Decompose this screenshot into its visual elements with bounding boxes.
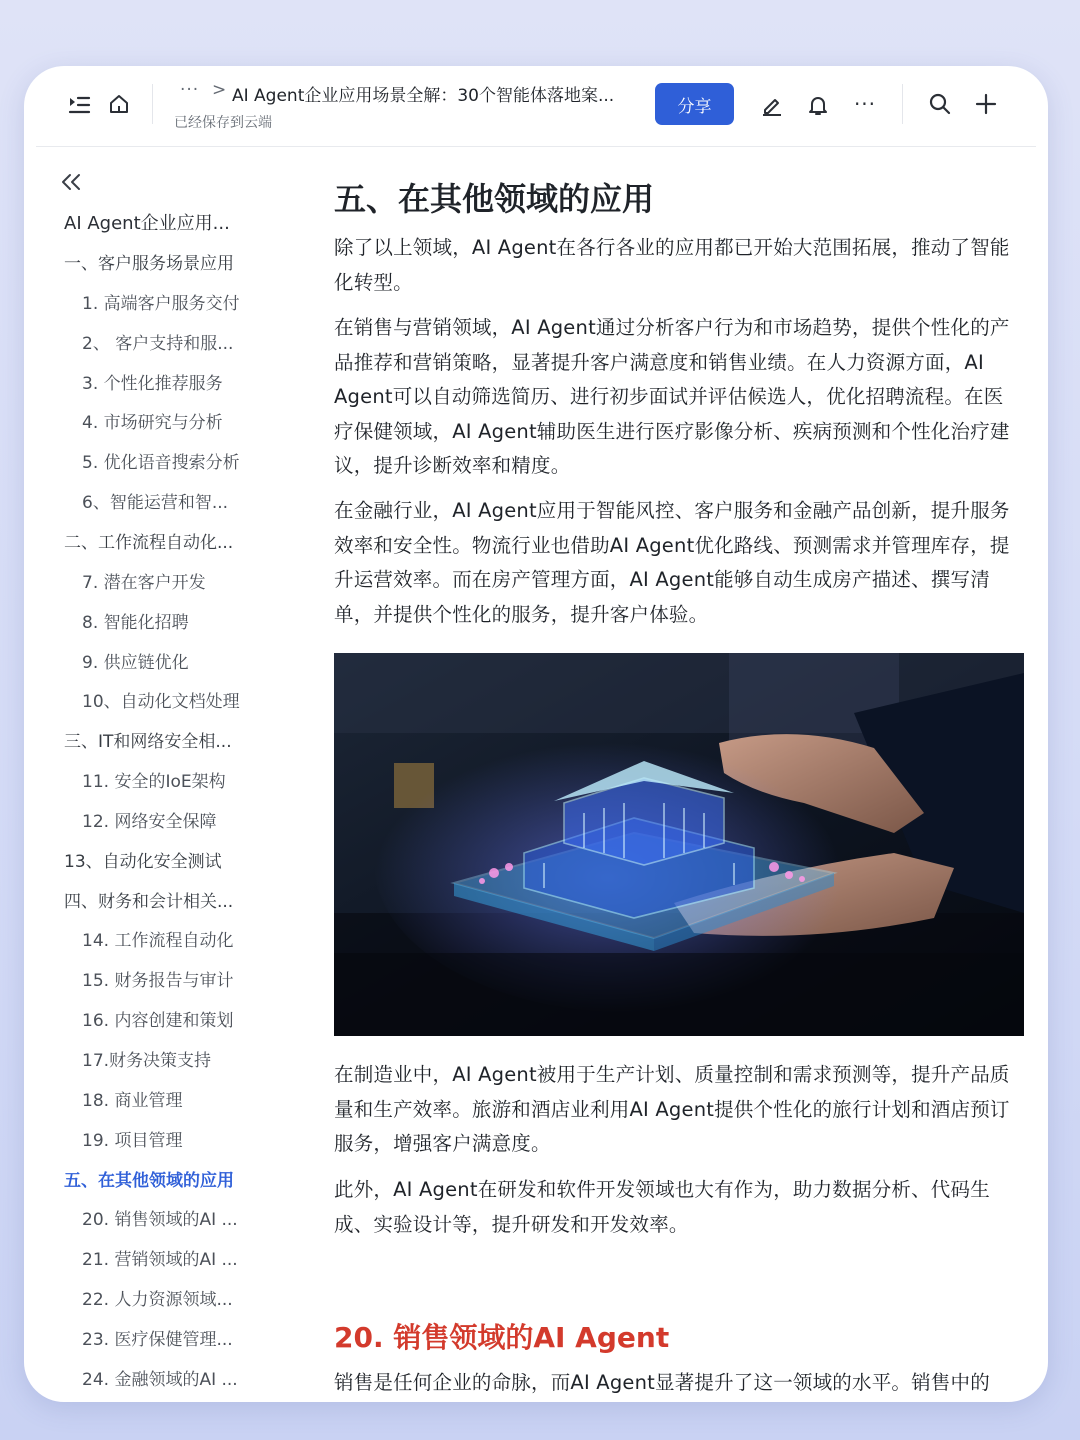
toc-item[interactable]: 22. 人力资源领域... (82, 1290, 233, 1310)
home-icon[interactable] (106, 91, 132, 117)
search-icon[interactable] (926, 90, 954, 118)
toolbar (24, 66, 1048, 146)
toc-item[interactable]: 9. 供应链优化 (82, 653, 189, 673)
toc-item[interactable]: 5. 优化语音搜索分析 (82, 453, 240, 473)
toolbar-divider (36, 146, 1036, 147)
more-icon[interactable]: ··· (853, 92, 877, 116)
toc-item[interactable]: 18. 商业管理 (82, 1091, 183, 1111)
paragraph: 销售是任何企业的命脉，而AI Agent显著提升了这一领域的水平。销售中的 (334, 1371, 990, 1394)
subsection-heading: 20. 销售领域的AI Agent (334, 1321, 670, 1354)
toc-item[interactable]: 一、客户服务场景应用 (64, 254, 234, 274)
toc-item[interactable]: 10、自动化文档处理 (82, 692, 240, 712)
toc-item[interactable]: 24. 金融领域的AI ... (82, 1370, 238, 1390)
section-heading: 五、在其他领域的应用 (334, 180, 655, 218)
toc-item[interactable]: 三、IT和网络安全相... (64, 732, 232, 752)
paragraph: 在销售与营销领域，AI Agent通过分析客户行为和市场趋势，提供个性化的产品推荐和营销策略，显著提升客户满意度和销售业绩。在人力资源方面，AI Agent可以自动筛选简历、进行初步面试并评估候选人，优化招聘流程。在医疗保健领域，AI Agent辅助医生进行医疗影像分析、疾病预测和个性化治疗建议，提升诊断效率和精度。 (334, 316, 1010, 477)
toc-item[interactable]: 13、自动化安全测试 (64, 852, 222, 872)
outline-toggle-icon[interactable] (66, 92, 92, 118)
toc-item[interactable]: 2、 客户支持和服... (82, 334, 234, 354)
paragraph: 在制造业中，AI Agent被用于生产计划、质量控制和需求预测等，提升产品质量和生产效率。旅游和酒店业利用AI Agent提供个性化的旅行计划和酒店预订服务，增强客户满意度。 (334, 1063, 1010, 1155)
toc-item[interactable]: 4. 市场研究与分析 (82, 413, 223, 433)
toc-item[interactable]: 23. 医疗保健管理... (82, 1330, 233, 1350)
share-button[interactable]: 分享 (655, 83, 734, 125)
toc-item[interactable]: 8. 智能化招聘 (82, 613, 189, 633)
holographic-house-image (334, 653, 1024, 1036)
toc-item[interactable]: 12. 网络安全保障 (82, 812, 217, 832)
toc-item[interactable]: 二、工作流程自动化... (64, 533, 234, 553)
toc-item[interactable]: 11. 安全的IoE架构 (82, 772, 226, 792)
toc-item[interactable]: 19. 项目管理 (82, 1131, 183, 1151)
save-status: 已经保存到云端 (174, 115, 272, 131)
notification-bell-icon[interactable] (804, 91, 832, 119)
toc-item[interactable]: 17.财务决策支持 (82, 1051, 212, 1071)
edit-icon[interactable] (758, 91, 786, 119)
collapse-sidebar-icon[interactable] (60, 172, 82, 196)
toolbar-separator (152, 84, 153, 124)
document-title[interactable]: AI Agent企业应用场景全解：30个智能体落地案... (232, 86, 615, 106)
toc-item[interactable]: 16. 内容创建和策划 (82, 1011, 234, 1031)
document-window (24, 66, 1048, 1402)
paragraph: 此外，AI Agent在研发和软件开发领域也大有作为，助力数据分析、代码生成、实验设计等，提升研发和开发效率。 (334, 1178, 990, 1236)
toc-root[interactable]: AI Agent企业应用... (64, 213, 230, 234)
toc-item[interactable]: 20. 销售领域的AI ... (82, 1210, 238, 1230)
toc-item[interactable]: 7. 潜在客户开发 (82, 573, 206, 593)
breadcrumb-arrow-icon: > (212, 80, 227, 100)
toc-item[interactable]: 14. 工作流程自动化 (82, 931, 234, 951)
toc-item[interactable]: 四、财务和会计相关... (64, 892, 234, 912)
toc-item[interactable]: 1. 高端客户服务交付 (82, 294, 240, 314)
breadcrumb-more[interactable]: ··· (180, 80, 200, 100)
toc-item[interactable]: 3. 个性化推荐服务 (82, 374, 223, 394)
toc-item[interactable]: 21. 营销领域的AI ... (82, 1250, 238, 1270)
paragraph: 在金融行业，AI Agent应用于智能风控、客户服务和金融产品创新，提升服务效率和安全性。物流行业也借助AI Agent优化路线、预测需求并管理库存，提升运营效率。而在房产管理方面，AI Agent能够自动生成房产描述、撰写清单，并提供个性化的服务，提升客户体验。 (334, 499, 1010, 626)
toolbar-separator (902, 84, 903, 124)
toc-item-active[interactable]: 五、在其他领域的应用 (64, 1171, 234, 1191)
toc-item[interactable]: 15. 财务报告与审计 (82, 971, 234, 991)
toc-item[interactable]: 6、智能运营和智... (82, 493, 229, 513)
add-icon[interactable] (972, 90, 1000, 118)
paragraph: 除了以上领域，AI Agent在各行各业的应用都已开始大范围拓展，推动了智能化转型。 (334, 236, 1010, 294)
